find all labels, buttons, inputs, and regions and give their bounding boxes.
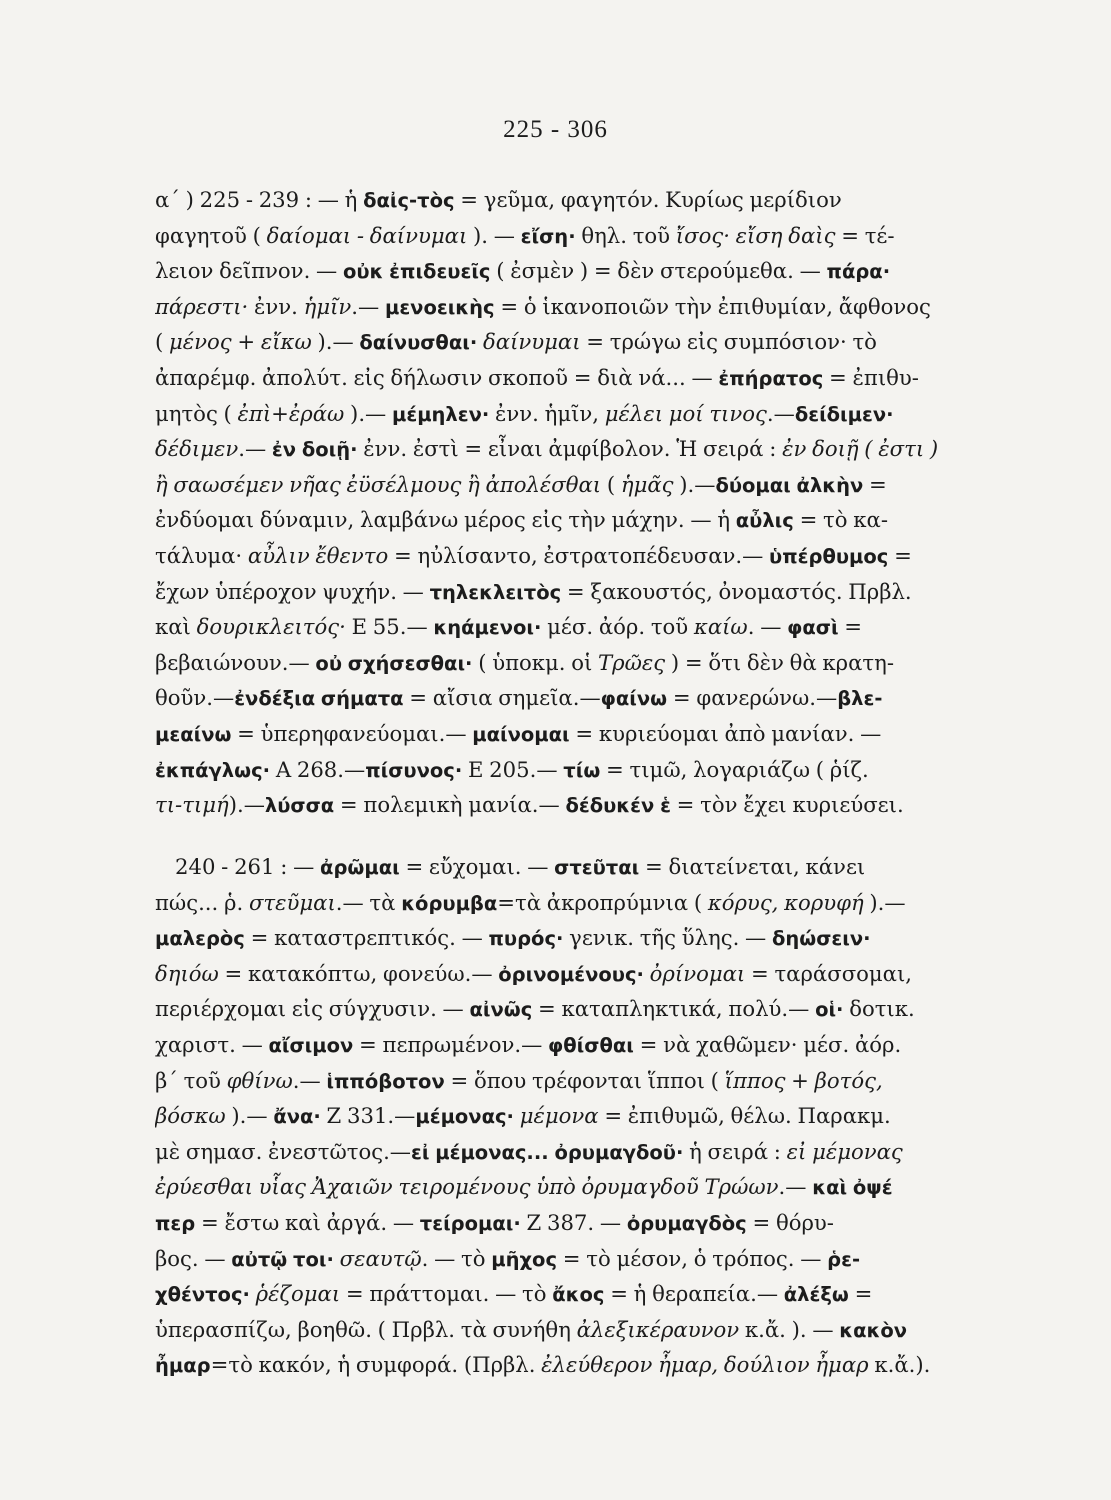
italic-text: τι-τιμή	[155, 792, 229, 818]
gloss-text: ).—	[863, 889, 906, 915]
gloss-text: ὑπερασπίζω, βοηθῶ. ( Πρβλ. τὰ συνήθη	[155, 1316, 577, 1342]
gloss-text: ). —	[467, 222, 521, 248]
headword: κόρυμβα	[401, 891, 498, 915]
gloss-text: =	[848, 1281, 873, 1307]
headword: ὀρινομένους·	[498, 962, 644, 986]
headword: ῥε-	[827, 1247, 861, 1271]
gloss-text: β΄ τοῦ	[155, 1067, 227, 1093]
headword: ἐπήρατος	[718, 366, 824, 390]
gloss-text: δοτικ.	[843, 996, 915, 1022]
italic-text: ἴσος· εἴση δαὶς	[675, 222, 836, 248]
gloss-text: ).—	[344, 400, 392, 426]
headword: βλε-	[837, 687, 883, 711]
gloss-text: χαριστ. —	[155, 1031, 269, 1057]
italic-text: ἐπὶ+ἐράω	[237, 400, 345, 426]
gloss-text: = ταράσσομαι,	[745, 960, 913, 986]
headword: αὖλις	[735, 509, 794, 533]
italic-text: καίω	[693, 614, 748, 640]
text-line	[155, 788, 1017, 824]
headword: οὐ σχήσεσθαι·	[315, 651, 473, 675]
gloss-text: = ξακουστός, ὀνομαστός. Πρβλ.	[561, 578, 912, 604]
gloss-text: .— τὰ	[335, 889, 402, 915]
text-line	[155, 254, 1017, 290]
gloss-text: =τὸ κακόν, ἡ συμφορά. (Πρβλ.	[210, 1352, 542, 1378]
gloss-text: ἐνν. ἐστὶ = εἶναι ἀμφίβολον. Ἡ σειρά :	[357, 436, 783, 462]
gloss-text: = αἴσια σημεῖα.—	[403, 685, 601, 711]
gloss-text: κ.ἄ. ). —	[739, 1316, 840, 1342]
gloss-text: τάλυμα·	[155, 542, 248, 568]
gloss-text: ( ὑποκμ. οἱ	[472, 649, 599, 675]
headword: φασὶ	[787, 616, 839, 640]
gloss-text: = κατακόπτω, φονεύω.—	[218, 960, 499, 986]
headword: φαίνω	[600, 687, 668, 711]
gloss-text: φαγητοῦ (	[155, 222, 267, 248]
headword: οἱ·	[815, 998, 844, 1022]
gloss-text: .—	[238, 436, 272, 462]
gloss-text: α΄ ) 225 - 239 : — ἡ	[155, 187, 364, 212]
headword: κηάμενοι·	[433, 616, 542, 640]
gloss-text: λειον δεῖπνον. —	[155, 258, 343, 284]
gloss-text: Ζ 387. —	[520, 1209, 627, 1235]
text-line	[155, 610, 1017, 646]
gloss-text: = καταστρεπτικός. —	[244, 925, 489, 951]
gloss-text: = τὸ κα-	[793, 507, 888, 533]
italic-text: δέδιμεν	[155, 436, 239, 462]
gloss-text: = πεπρωμένον.—	[353, 1031, 549, 1057]
text-line	[155, 397, 1017, 433]
gloss-text: = ὑπερηφανεύομαι.—	[231, 720, 473, 746]
text-line	[155, 957, 1017, 993]
text-line	[155, 1242, 1017, 1278]
gloss-text: Ε 205.—	[462, 756, 564, 782]
italic-text: ὀρίνομαι	[649, 960, 746, 986]
gloss-text: περιέρχομαι εἰς σύγχυσιν. —	[155, 996, 470, 1022]
text-line	[155, 646, 1017, 682]
italic-text: στεῦμαι	[248, 889, 336, 915]
commentary-section-240-261	[155, 850, 1017, 1384]
italic-text: ἵππος + βοτός,	[724, 1067, 883, 1093]
italic-text: ἐν δοιῇ ( ἐστι )	[782, 436, 939, 462]
gloss-text: μητὸς (	[155, 400, 238, 426]
text-line	[155, 1099, 1017, 1135]
italic-text: δηιόω	[155, 960, 219, 986]
gloss-text: = ἐπιθυμῶ, θέλω. Παρακμ.	[598, 1103, 891, 1129]
headword: ἄκος	[552, 1283, 605, 1307]
gloss-text: = πολεμικὴ μανία.—	[334, 792, 566, 818]
gloss-text: γενικ. τῆς ὕλης. —	[563, 925, 772, 951]
gloss-text: = τιμῶ, λογαριάζω ( ῥίζ.	[600, 756, 869, 782]
gloss-text: = τὸν ἔχει κυριεύσει.	[670, 792, 904, 818]
gloss-text: = νὰ χαθῶμεν· μέσ. ἀόρ.	[633, 1031, 902, 1057]
headword: δύομαι ἀλκὴν	[715, 473, 864, 497]
italic-text: εἰ μέμονας	[786, 1138, 903, 1164]
gloss-text: ἡ σειρά :	[683, 1138, 787, 1164]
gloss-text: = φανερώνω.—	[667, 685, 838, 711]
italic-text: Τρῶες	[598, 649, 666, 675]
text-line	[155, 539, 1017, 575]
text-line	[155, 325, 1017, 361]
gloss-text: = ὁ ἱκανοποιῶν τὴν ἐπιθυμίαν, ἄφθονος	[494, 293, 931, 319]
gloss-text: ἐνδύομαι δύναμιν, λαμβάνω μέρος εἰς τὴν μάχην. — ἡ	[155, 507, 736, 533]
headword: ὀρυμαγδὸς	[626, 1211, 747, 1235]
gloss-text: (	[155, 329, 170, 355]
gloss-text: = ἡ θεραπεία.—	[604, 1281, 784, 1307]
text-line	[155, 753, 1017, 789]
headword: λύσσα	[264, 794, 335, 818]
headword: δαἰς-τὸς	[363, 189, 455, 212]
gloss-text: ( ἐσμὲν ) = δὲν στερούμεθα. —	[490, 258, 827, 284]
headword: μαλερὸς	[155, 927, 245, 951]
text-line	[155, 681, 1017, 717]
text-line	[155, 503, 1017, 539]
gloss-text: = καταπληκτικά, πολύ.—	[532, 996, 816, 1022]
italic-text: βόσκω	[155, 1103, 226, 1129]
headword: μέμονας·	[415, 1105, 514, 1129]
italic-text: δαίομαι - δαίνυμαι	[266, 222, 468, 248]
text-line	[155, 290, 1017, 326]
text-line	[155, 432, 1017, 468]
gloss-text: Ε 55.—	[345, 614, 434, 640]
text-line	[155, 1277, 1017, 1313]
text-line	[155, 183, 1017, 219]
gloss-text: = τρώγω εἰς συμπόσιον· τὸ	[580, 329, 877, 355]
italic-text: ἢ σαωσέμεν νῆας ἐϋσέλμους ἢ ἀπολέσθαι	[155, 471, 602, 497]
gloss-text: Α 268.—	[270, 756, 366, 782]
gloss-text: = τὸ μέσον, ὁ τρόπος. —	[557, 1245, 828, 1271]
text-line	[155, 1170, 1017, 1206]
gloss-text: = ἐπιθυ-	[823, 364, 919, 390]
headword: δείδιμεν·	[794, 402, 894, 426]
gloss-text: καὶ	[155, 614, 197, 640]
gloss-text: =	[888, 542, 912, 568]
italic-text: ἐρύεσθαι υἷας Ἀχαιῶν τειρομένους ὑπὸ ὀρυμαγδοῦ Τρώων	[155, 1174, 779, 1200]
italic-text: δαίνυμαι	[483, 329, 581, 355]
gloss-text: = ηὐλίσαντο, ἐστρατοπέδευσαν.—	[388, 542, 770, 568]
text-line	[155, 921, 1017, 957]
text-line	[155, 468, 1017, 504]
text-line	[155, 886, 1017, 922]
gloss-text: .—	[351, 293, 385, 319]
gloss-text: = κυριεύομαι ἀπὸ μανίαν. —	[569, 720, 882, 746]
italic-text: ἀλεξικέραυνον	[576, 1316, 740, 1342]
text-line	[155, 1348, 1017, 1384]
text-line	[155, 1206, 1017, 1242]
gloss-text: 240 - 261 : —	[175, 854, 321, 879]
headword: ὑπέρθυμος	[769, 544, 889, 568]
headword: πίσυνος·	[365, 758, 463, 782]
headword: δαίνυσθαι·	[359, 331, 478, 355]
gloss-text: ἐνν. ἡμῖν,	[489, 400, 605, 426]
gloss-text: . — τὸ	[421, 1245, 492, 1271]
headword: ἐκπάγλως·	[155, 758, 271, 782]
gloss-text: ἔχων ὑπέροχον ψυχήν. —	[155, 578, 430, 604]
headword: δηώσειν·	[771, 927, 871, 951]
italic-text: φθίνω	[226, 1067, 293, 1093]
italic-text: ἡμῖν	[303, 293, 352, 319]
gloss-text: ).—	[228, 792, 265, 818]
text-line	[155, 850, 1017, 886]
headword: μέμηλεν·	[391, 402, 490, 426]
gloss-text: .—	[778, 1174, 813, 1200]
headword: αἰνῶς	[469, 998, 533, 1022]
headword: τηλεκλειτὸς	[429, 580, 562, 604]
gloss-text: = ὅπου τρέφονται ἵπποι (	[444, 1067, 725, 1093]
headword: αὐτῷ τοι·	[231, 1247, 334, 1271]
commentary-section-225-239	[155, 183, 1017, 824]
headword: ἐνδέξια σήματα	[234, 687, 404, 711]
headword: πάρα·	[826, 260, 891, 284]
gloss-text: ).—	[225, 1103, 274, 1129]
gloss-text: .—	[292, 1067, 327, 1093]
gloss-text: =	[863, 471, 887, 497]
headword: ἄνα·	[273, 1105, 321, 1129]
gloss-text: =τὰ ἀκροπρύμνια (	[497, 889, 708, 915]
italic-text: μέμονα	[519, 1103, 599, 1129]
gloss-text: βος. —	[155, 1245, 232, 1271]
gloss-text: ἐνν.	[248, 293, 304, 319]
headword: δέδυκέν ἑ	[565, 794, 671, 818]
gloss-text: ).—	[673, 471, 716, 497]
gloss-text: = πράττομαι. — τὸ	[340, 1281, 553, 1307]
italic-text: δουρικλειτός·	[196, 614, 346, 640]
gloss-text: πώς... ῥ.	[155, 889, 249, 915]
text-line	[155, 1064, 1017, 1100]
headword: χθέντος·	[155, 1283, 250, 1307]
headword: τείρομαι·	[419, 1211, 521, 1235]
italic-text: ἡμᾶς	[620, 471, 674, 497]
gloss-text: ).—	[311, 329, 360, 355]
italic-text: ἐλεύθερον ἦμαρ, δούλιον ἦμαρ	[541, 1352, 869, 1378]
gloss-text: = θόρυ-	[746, 1209, 834, 1235]
text-line	[155, 575, 1017, 611]
gloss-text: κ.ἄ.).	[868, 1352, 931, 1378]
gloss-text: βεβαιώνουν.—	[155, 649, 316, 675]
gloss-text: = τέ-	[835, 222, 895, 248]
gloss-text: θηλ. τοῦ	[575, 222, 676, 248]
headword: πυρός·	[488, 927, 564, 951]
headword: αἴσιμον	[268, 1033, 354, 1057]
text-line	[155, 1135, 1017, 1171]
headword: ἦμαρ	[155, 1354, 211, 1378]
text-line	[155, 1028, 1017, 1064]
headword: εἴση·	[520, 224, 576, 248]
headword: περ	[155, 1211, 196, 1235]
gloss-text: . —	[747, 614, 788, 640]
text-line	[155, 717, 1017, 753]
italic-text: μένος + εἴκω	[169, 329, 312, 355]
headword: φθίσθαι	[548, 1033, 634, 1057]
gloss-text: μέσ. ἀόρ. τοῦ	[541, 614, 694, 640]
headword: τίω	[563, 758, 601, 782]
headword: εἰ μέμονας... ὀρυμαγδοῦ·	[411, 1140, 684, 1164]
page-range-header: 225 - 306	[503, 116, 608, 143]
italic-text: κόρυς, κορυφή	[707, 889, 864, 915]
headword: στεῦται	[554, 856, 640, 879]
headword: μῆχος	[491, 1247, 558, 1271]
headword: ἀλέξω	[783, 1283, 849, 1307]
gloss-text: = γεῦμα, φαγητόν. Κυρίως μερίδιον	[454, 187, 842, 212]
text-line	[155, 992, 1017, 1028]
gloss-text: θοῦν.—	[155, 685, 235, 711]
italic-text: ῥέζομαι	[255, 1281, 341, 1307]
gloss-text: .—	[766, 400, 795, 426]
headword: ἱππόβοτον	[326, 1069, 445, 1093]
italic-text: πάρεστι·	[155, 293, 249, 319]
text-line	[155, 1313, 1017, 1349]
gloss-text: ) = ὅτι δὲν θὰ κρατη-	[665, 649, 895, 675]
headword: οὐκ ἐπιδευεῖς	[342, 260, 491, 284]
headword: καὶ ὀψέ	[812, 1176, 893, 1200]
gloss-text: =	[838, 614, 863, 640]
headword: ἀρῶμαι	[320, 856, 400, 879]
gloss-text: ἀπαρέμφ. ἀπολύτ. εἰς δήλωσιν σκοποῦ = διὰ νά... —	[155, 364, 719, 390]
headword: μαίνομαι	[472, 722, 570, 746]
gloss-text: Ζ 331.—	[320, 1103, 416, 1129]
gloss-text: = ἔστω καὶ ἀργά. —	[195, 1209, 420, 1235]
gloss-text: (	[601, 471, 621, 497]
italic-text: αὖλιν ἔθεντο	[247, 542, 389, 568]
italic-text: μέλει μοί τινος	[604, 400, 767, 426]
text-line	[155, 361, 1017, 397]
text-line	[155, 219, 1017, 255]
headword: μενοεικὴς	[384, 295, 495, 319]
headword: μεαίνω	[155, 722, 232, 746]
italic-text: σεαυτῷ	[339, 1245, 422, 1271]
headword: κακὸν	[839, 1318, 908, 1342]
gloss-text: = διατείνεται, κάνει	[639, 854, 866, 879]
gloss-text: μὲ σημασ. ἐνεστῶτος.—	[155, 1138, 411, 1164]
gloss-text: = εὔχομαι. —	[399, 854, 555, 879]
headword: ἐν δοιῇ·	[271, 438, 358, 462]
